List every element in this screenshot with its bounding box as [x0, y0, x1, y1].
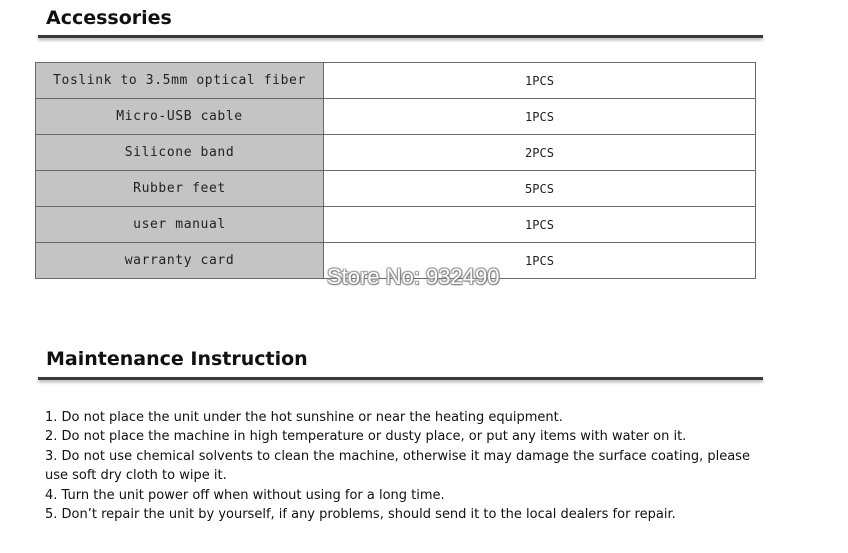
store-watermark: Store No: 932490 [327, 264, 500, 289]
item-name: Micro-USB cable [36, 99, 324, 135]
item-name: warranty card [36, 243, 324, 279]
item-name: Silicone band [36, 135, 324, 171]
table-row [36, 99, 756, 135]
accessories-table [35, 62, 756, 279]
item-quantity: 1PCS [324, 63, 756, 99]
item-quantity: 5PCS [324, 171, 756, 207]
item-quantity: 1PCS [324, 99, 756, 135]
item-name: Toslink to 3.5mm optical fiber [36, 63, 324, 99]
list-item: 4. Turn the unit power off when without using for a long time. [45, 487, 445, 503]
item-name: user manual [36, 207, 324, 243]
accessories-heading: Accessories [46, 7, 172, 29]
item-name: Rubber feet [36, 171, 324, 207]
table-row [36, 207, 756, 243]
item-quantity: 2PCS [324, 135, 756, 171]
maintenance-heading: Maintenance Instruction [46, 348, 308, 370]
list-item: 1. Do not place the unit under the hot sunshine or near the heating equipment. [45, 410, 563, 425]
item-quantity: 1PCS [324, 207, 756, 243]
list-item: 2. Do not place the machine in high temperature or dusty place, or put any items with water on it. [45, 429, 687, 445]
list-item: 5. Don’t repair the unit by yourself, if any problems, should send it to the local dealers for repair. [45, 507, 676, 523]
table-row [36, 63, 756, 99]
list-item: 3. Do not use chemical solvents to clean the machine, otherwise it may damage the surface coating, please use soft dry cloth to wipe it. [45, 448, 750, 484]
table-row [36, 135, 756, 171]
maintenance-list [45, 408, 755, 524]
table-row [36, 171, 756, 207]
maintenance-divider [38, 377, 763, 380]
accessories-divider [38, 35, 763, 38]
item-quantity: 1PCS [324, 243, 756, 279]
